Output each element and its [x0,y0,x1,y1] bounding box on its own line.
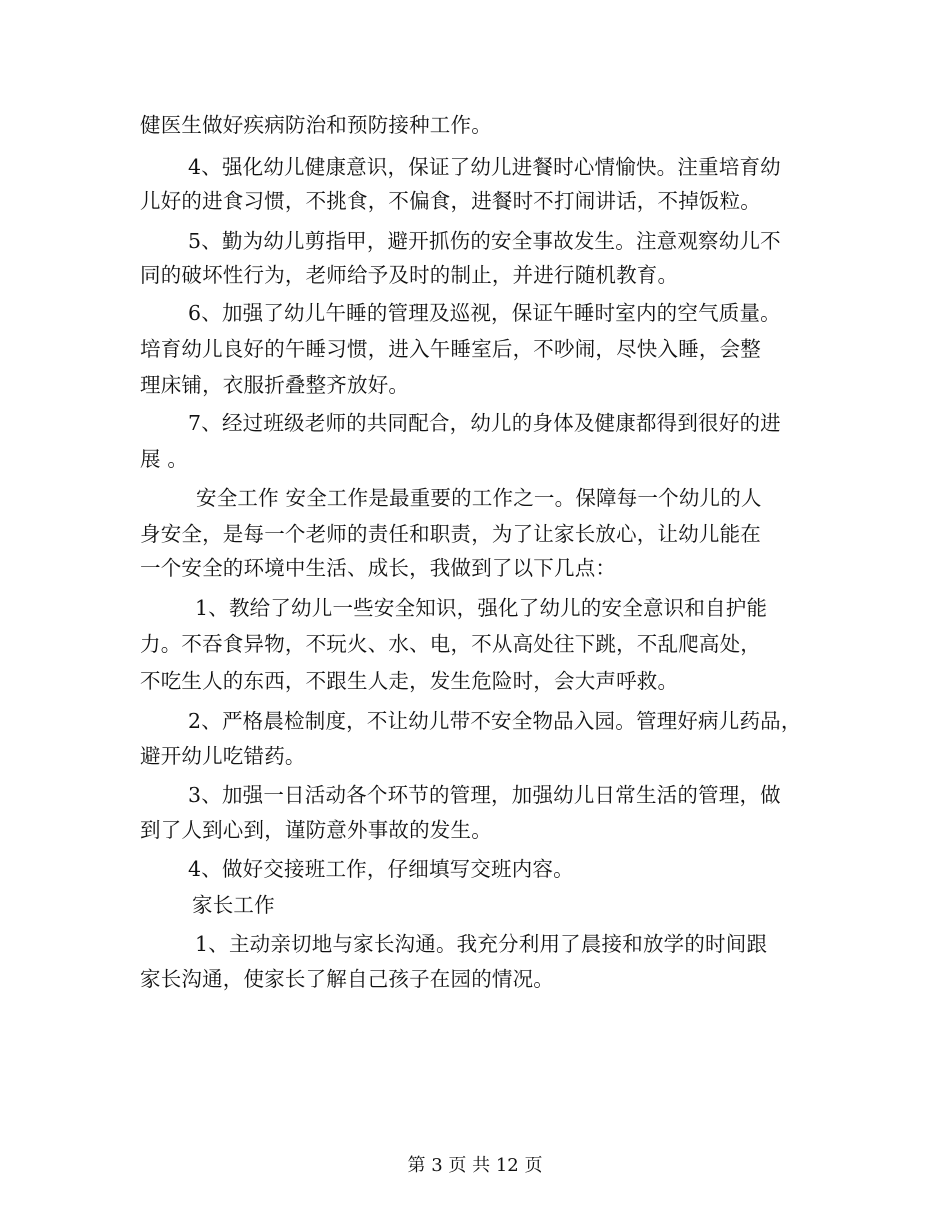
text-line-13: 一个安全的环境中生活、成长，我做到了以下几点： [140,556,617,580]
text-line-7: 培育幼儿良好的午睡习惯，进入午睡室后，不吵闹，尽快入睡，会整 [140,337,761,361]
text-line-2: 4、强化幼儿健康意识，保证了幼儿进餐时心情愉快。注重培育幼 [188,155,781,179]
text-line-5: 同的破坏性行为，老师给予及时的制止，并进行随机教育。 [140,263,679,287]
text-line-1: 健医生做好疾病防治和预防接种工作。 [140,113,492,137]
section-heading-parents: 家长工作 [192,893,275,917]
text-line-12: 身安全，是每一个老师的责任和职责，为了让家长放心，让幼儿能在 [140,522,761,546]
page-number-footer: 第 3 页 共 12 页 [407,1155,543,1176]
text-line-6: 6、加强了幼儿午睡的管理及巡视，保证午睡时室内的空气质量。 [188,301,781,325]
text-line-9: 7、经过班级老师的共同配合，幼儿的身体及健康都得到很好的进 [188,411,781,435]
text-line-20: 到了人到心到，谨防意外事故的发生。 [140,818,492,842]
text-line-8: 理床铺，衣服折叠整齐放好。 [140,373,410,397]
text-line-16: 不吃生人的东西，不跟生人走，发生危险时，会大声呼救。 [140,669,679,693]
text-line-4: 5、勤为幼儿剪指甲，避开抓伤的安全事故发生。注意观察幼儿不 [188,229,781,253]
text-line-18: 避开幼儿吃错药。 [140,744,306,768]
text-line-10: 展 。 [140,447,189,471]
text-line-14: 1、教给了幼儿一些安全知识，强化了幼儿的安全意识和自护能 [195,596,768,620]
text-line-19: 3、加强一日活动各个环节的管理，加强幼儿日常生活的管理，做 [188,783,781,807]
text-line-24: 家长沟通，使家长了解自己孩子在园的情况。 [140,967,554,991]
text-line-15: 力。不吞食异物，不玩火、水、电，不从高处往下跳，不乱爬高处， [140,632,761,656]
text-line-23: 1、主动亲切地与家长沟通。我充分利用了晨接和放学的时间跟 [195,932,768,956]
text-line-21: 4、做好交接班工作，仔细填写交班内容。 [188,857,574,881]
text-line-3: 儿好的进食习惯，不挑食，不偏食，进餐时不打闹讲话，不掉饭粒。 [140,189,761,213]
text-line-17: 2、严格晨检制度，不让幼儿带不安全物品入园。管理好病儿药品， [188,709,802,733]
section-safety-intro: 安全工作 安全工作是最重要的工作之一。保障每一个幼儿的人 [196,486,762,510]
